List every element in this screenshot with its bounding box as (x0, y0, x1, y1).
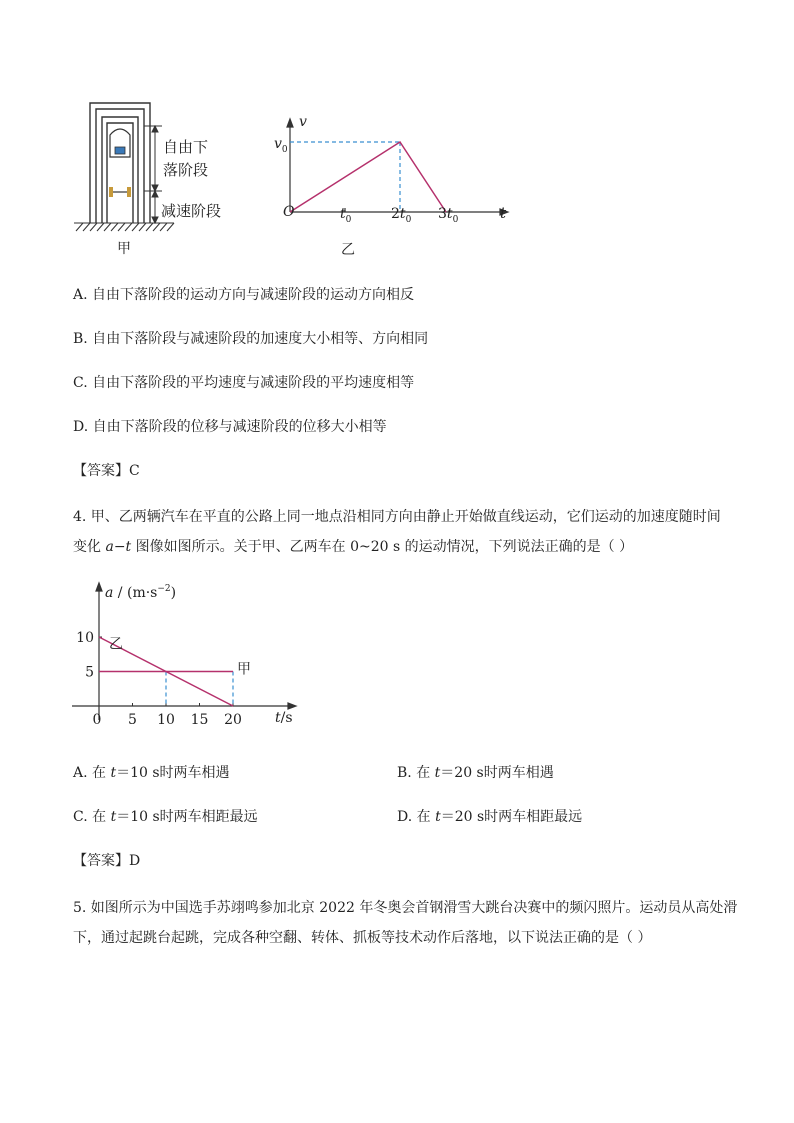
q5-text-line2: 下，通过起跳台起跳，完成各种空翻、转体、抓板等技术动作后落地，以下说法正确的是（ ） (73, 930, 652, 946)
q4-option-c: C. 在 t＝10 s时两车相距最远 (73, 809, 258, 825)
cabin (110, 129, 130, 157)
q4-option-b: B. 在 t＝20 s时两车相遇 (397, 765, 554, 781)
label-decel: 减速阶段 (161, 202, 222, 220)
series-label-jia: 甲 (237, 661, 251, 678)
dimension-lines (144, 126, 162, 223)
caption-jia: 甲 (117, 241, 131, 257)
figure-yi-vt-graph (268, 110, 528, 260)
q3-option-a: A. 自由下落阶段的运动方向与减速阶段的运动方向相反 (73, 287, 415, 303)
v0-label: $v_0$ (274, 136, 288, 155)
vt-curve (290, 142, 446, 212)
q4-text-line2: 变化 a−t 图像如图所示。关于甲、乙两车在 0~20 s 的运动情况，下列说法正确的是（ ） (73, 539, 634, 555)
series-label-yi: 乙 (109, 636, 124, 653)
y-tick-label: 10 (76, 630, 94, 646)
x-tick-label: 15 (190, 712, 209, 728)
tick-label-t0: $t_0$ (340, 206, 352, 225)
ground-hatch (74, 223, 174, 231)
y-tick-label: 5 (85, 664, 94, 681)
x-axis-label: t/s (275, 710, 293, 726)
x-tick-label: 5 (128, 712, 137, 728)
y-axis-arrow (96, 583, 102, 591)
q3-option-d: D. 自由下落阶段的位移与减速阶段的位移大小相等 (73, 419, 387, 435)
tower-frame (90, 103, 150, 223)
x-axis-arrow (288, 703, 296, 709)
q4-option-d: D. 在 t＝20 s时两车相距最远 (397, 809, 583, 825)
v-axis-arrow (287, 119, 293, 127)
q3-answer: 【答案】C (73, 463, 140, 479)
origin-label: O (283, 204, 295, 220)
label-free-fall-1: 自由下 (163, 138, 209, 156)
v-axis-label: v (299, 114, 307, 130)
brake (109, 187, 131, 197)
figure-jia (66, 95, 256, 260)
at-chart (60, 575, 320, 735)
tick-label-3t0: $3t_0$ (438, 206, 459, 225)
x-tick-label: 20 (224, 712, 242, 728)
caption-yi: 乙 (341, 242, 355, 258)
label-free-fall-2: 落阶段 (163, 161, 209, 179)
q3-option-b: B. 自由下落阶段与减速阶段的加速度大小相等、方向相同 (73, 331, 429, 347)
q4-text-line1: 4. 甲、乙两辆汽车在平直的公路上同一地点沿相同方向由静止开始做直线运动，它们运动的加速度随时间 (73, 509, 721, 525)
x-tick-label: 0 (92, 712, 102, 728)
q5-text-line1: 5. 如图所示为中国选手苏翊鸣参加北京 2022 年冬奥会首钢滑雪大跳台决赛中的频闪照片。运动员从高处滑 (73, 900, 738, 916)
x-tick-label: 10 (157, 712, 175, 728)
tick-label-2t0: $2t_0$ (391, 206, 412, 225)
q4-option-a: A. 在 t＝10 s时两车相遇 (73, 765, 230, 781)
q3-option-c: C. 自由下落阶段的平均速度与减速阶段的平均速度相等 (73, 375, 415, 391)
t-axis-label: t (500, 204, 507, 222)
q4-answer: 【答案】D (73, 853, 141, 869)
y-axis-label: $a / (m\cdot s^{-2})$ (105, 584, 177, 601)
